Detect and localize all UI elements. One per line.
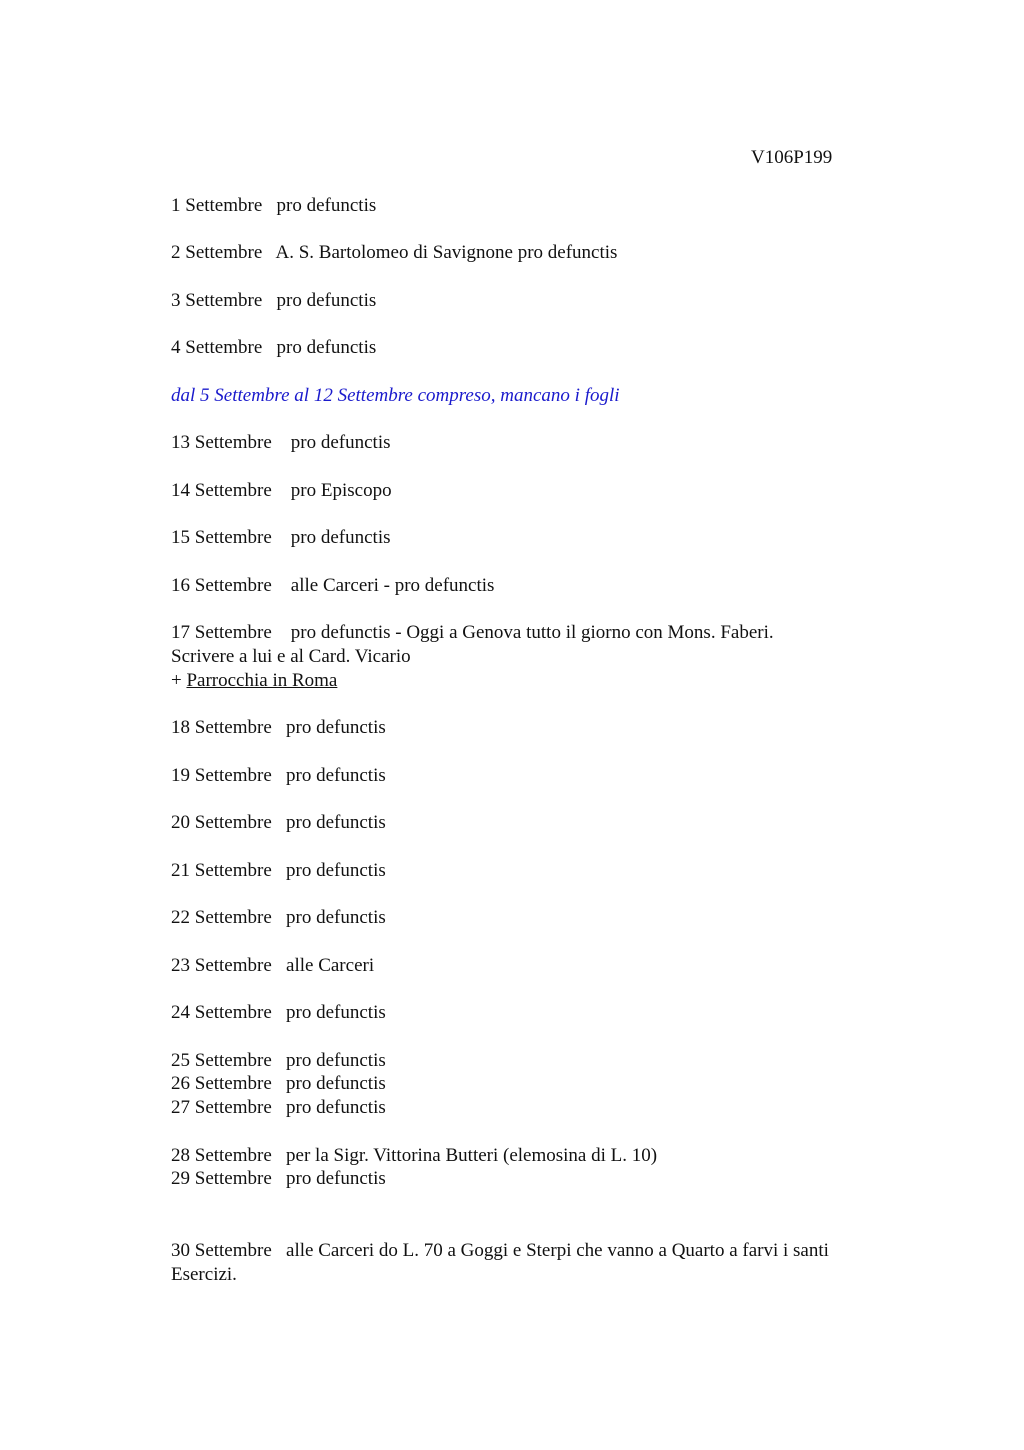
entry-text: pro defunctis bbox=[286, 1168, 386, 1189]
entry-26 bbox=[171, 1073, 386, 1095]
entry-text: pro defunctis bbox=[276, 195, 377, 216]
entry-text: pro defunctis - Oggi a Genova tutto il giorno con Mons. Faberi. bbox=[290, 622, 774, 643]
entry-1 bbox=[171, 195, 376, 217]
entry-date: 28 Settembre bbox=[171, 1145, 272, 1166]
entry-text: pro defunctis bbox=[286, 860, 386, 881]
entry-date: 18 Settembre bbox=[171, 717, 272, 738]
entry-17 bbox=[171, 622, 774, 644]
entry-30 bbox=[171, 1240, 829, 1262]
entry-28 bbox=[171, 1145, 657, 1167]
entry-22 bbox=[171, 907, 386, 929]
entry-date: 23 Settembre bbox=[171, 955, 272, 976]
entry-date: 27 Settembre bbox=[171, 1097, 272, 1118]
entry-text: pro defunctis bbox=[276, 337, 377, 358]
entry-text: pro defunctis bbox=[286, 812, 386, 833]
entry-3 bbox=[171, 290, 376, 312]
entry-date: 15 Settembre bbox=[171, 527, 272, 548]
entry-date: 14 Settembre bbox=[171, 480, 272, 501]
entry-30-continuation: Esercizi. bbox=[171, 1264, 237, 1285]
entry-2 bbox=[171, 242, 617, 264]
entry-date: 17 Settembre bbox=[171, 622, 272, 643]
entry-23 bbox=[171, 955, 374, 977]
entry-15 bbox=[171, 527, 391, 549]
entry-date: 4 Settembre bbox=[171, 337, 263, 358]
entry-20 bbox=[171, 812, 386, 834]
entry-text: alle Carceri - pro defunctis bbox=[290, 575, 495, 596]
entry-13 bbox=[171, 432, 391, 454]
entry-text: pro defunctis bbox=[286, 1050, 386, 1071]
entry-date: 29 Settembre bbox=[171, 1168, 272, 1189]
entry-text: pro defunctis bbox=[286, 1097, 386, 1118]
entry-text: pro Episcopo bbox=[290, 480, 392, 501]
entry-text: pro defunctis bbox=[286, 717, 386, 738]
entry-text: pro defunctis bbox=[286, 907, 386, 928]
entry-text: pro defunctis bbox=[290, 432, 391, 453]
entry-text: alle Carceri bbox=[286, 955, 375, 976]
entry-text: alle Carceri do L. 70 a Goggi e Sterpi che vanno a Quarto a farvi i santi bbox=[286, 1240, 829, 1261]
entry-date: 30 Settembre bbox=[171, 1240, 272, 1261]
plus-sign: + bbox=[171, 670, 182, 691]
entry-date: 24 Settembre bbox=[171, 1002, 272, 1023]
entry-text: A. S. Bartolomeo di Savignone pro defunctis bbox=[275, 242, 618, 263]
page-reference: V106P199 bbox=[751, 147, 833, 168]
entry-date: 19 Settembre bbox=[171, 765, 272, 786]
entry-27 bbox=[171, 1097, 386, 1119]
entry-date: 3 Settembre bbox=[171, 290, 263, 311]
entry-text: pro defunctis bbox=[286, 765, 386, 786]
entry-29 bbox=[171, 1168, 386, 1190]
entry-text: pro defunctis bbox=[276, 290, 377, 311]
entry-date: 16 Settembre bbox=[171, 575, 272, 596]
entry-18 bbox=[171, 717, 386, 739]
entry-text: pro defunctis bbox=[286, 1002, 386, 1023]
entry-17-continuation: Scrivere a lui e al Card. Vicario bbox=[171, 646, 411, 667]
entry-date: 25 Settembre bbox=[171, 1050, 272, 1071]
entry-4 bbox=[171, 337, 376, 359]
entry-text: per la Sigr. Vittorina Butteri (elemosina di L. 10) bbox=[286, 1145, 658, 1166]
entry-24 bbox=[171, 1002, 386, 1024]
entry-date: 1 Settembre bbox=[171, 195, 263, 216]
entry-date: 20 Settembre bbox=[171, 812, 272, 833]
underlined-text: Parrocchia in Roma bbox=[186, 670, 338, 691]
entry-text: pro defunctis bbox=[286, 1073, 386, 1094]
entry-date: 13 Settembre bbox=[171, 432, 272, 453]
entry-21 bbox=[171, 860, 386, 882]
entry-date: 22 Settembre bbox=[171, 907, 272, 928]
entry-17-parish-line bbox=[171, 670, 337, 692]
entry-16 bbox=[171, 575, 494, 597]
entry-25 bbox=[171, 1050, 386, 1072]
entry-date: 2 Settembre bbox=[171, 242, 263, 263]
entry-date: 26 Settembre bbox=[171, 1073, 272, 1094]
entry-14 bbox=[171, 480, 392, 502]
missing-sheets-note: dal 5 Settembre al 12 Settembre compreso, mancano i fogli bbox=[171, 385, 620, 406]
entry-19 bbox=[171, 765, 386, 787]
entry-text: pro defunctis bbox=[290, 527, 391, 548]
entry-date: 21 Settembre bbox=[171, 860, 272, 881]
